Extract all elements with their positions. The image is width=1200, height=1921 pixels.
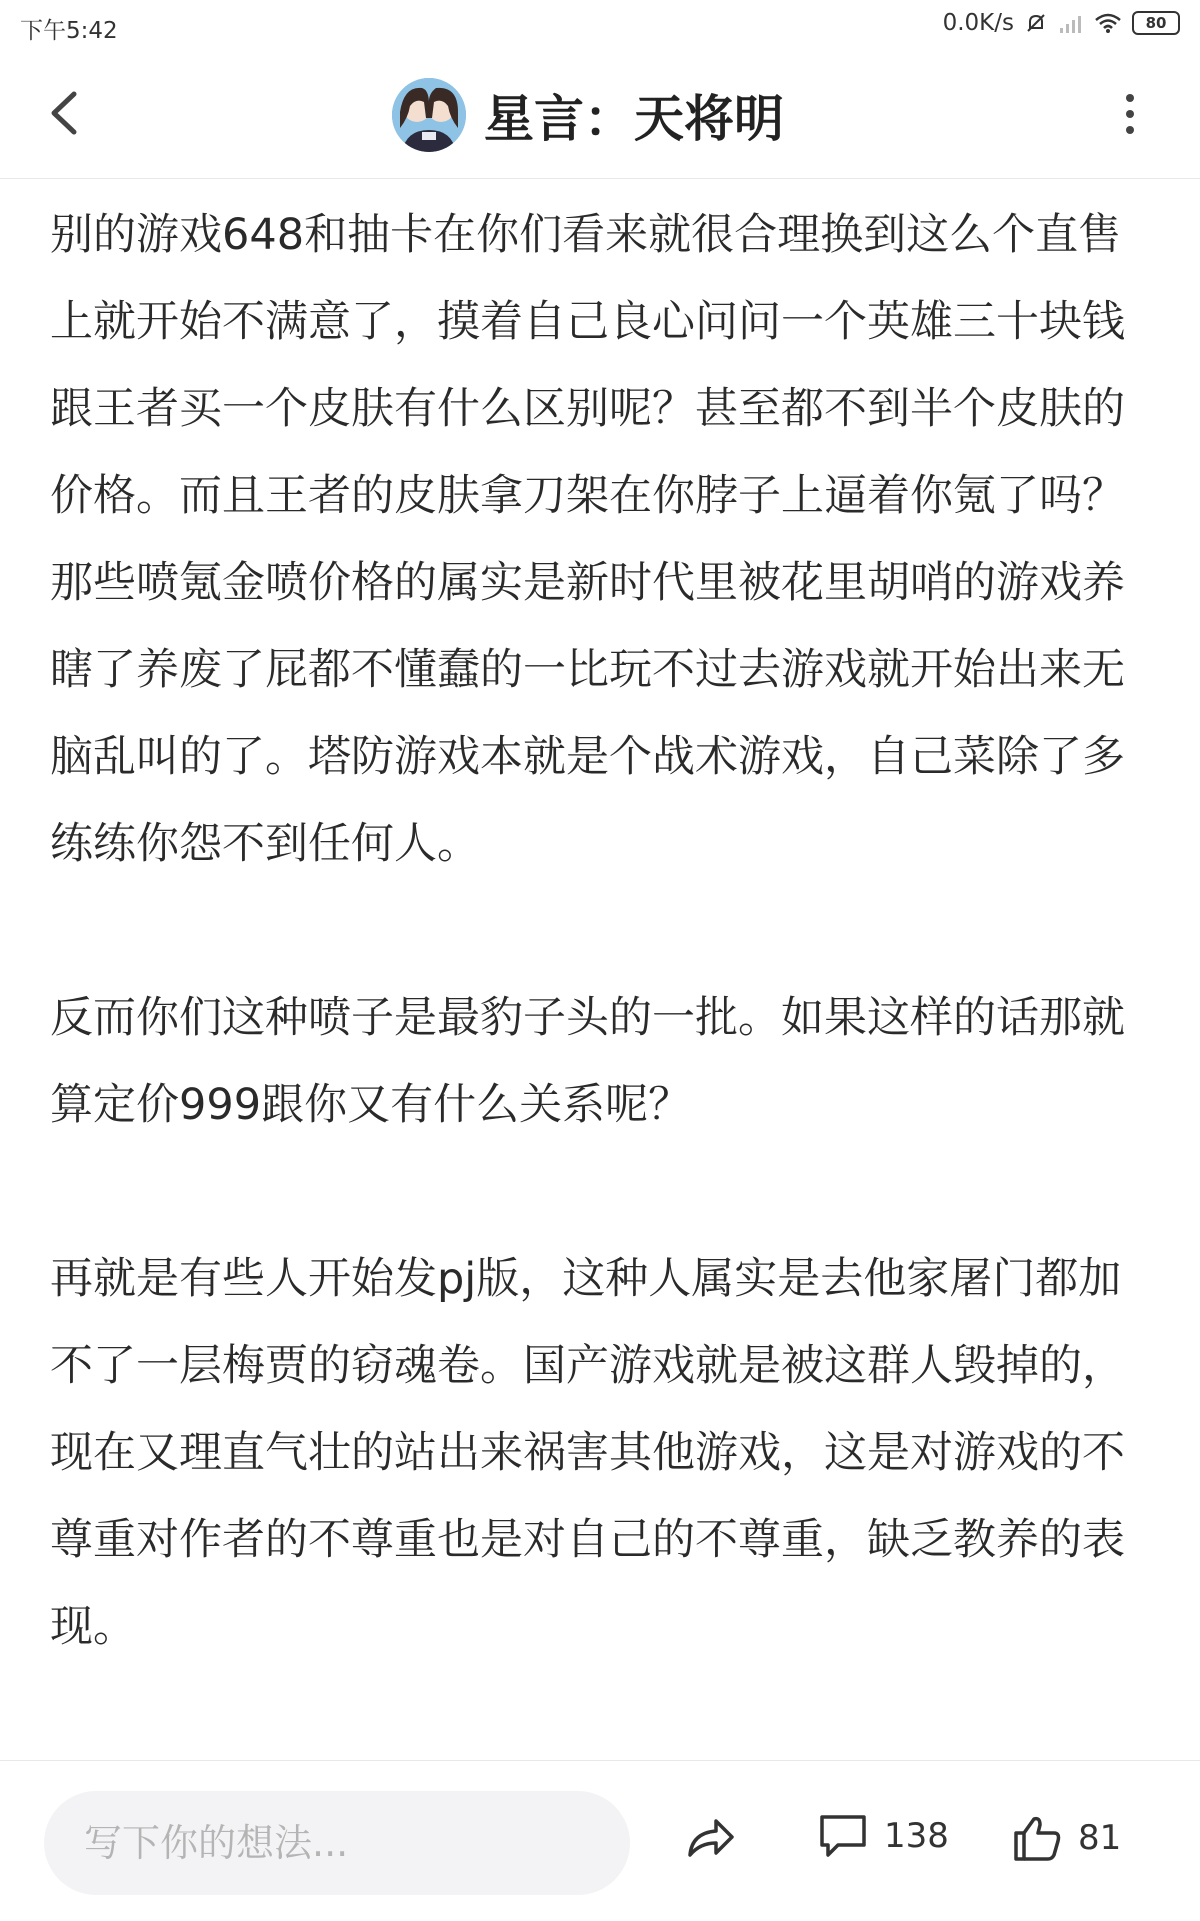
article-body [50,192,1160,1671]
comment-input[interactable] [44,1791,630,1895]
signal-icon [1058,12,1084,34]
bottom-action-bar [0,1760,1200,1921]
comment-bubble-icon [816,1811,870,1861]
comments-button[interactable] [816,1811,949,1861]
share-button[interactable] [682,1811,738,1867]
avatar-illustration-icon [392,78,466,152]
battery-indicator: 80 [1132,11,1180,35]
article-paragraph: 反而你们这种喷子是最豹子头的一批。如果这样的话那就算定价999跟你又有什么关系呢？ [50,993,1125,1130]
share-icon [682,1811,738,1867]
more-vertical-icon[interactable] [1120,92,1140,136]
status-time: 下午5:42 [20,18,118,44]
author-avatar[interactable] [392,78,466,152]
post-title-group [392,78,784,152]
like-count: 81 [1078,1818,1122,1858]
thumbs-up-icon [1010,1811,1064,1865]
mute-bell-icon [1024,11,1048,35]
status-bar [0,0,1200,50]
network-speed: 0.0K/s [942,10,1014,36]
comment-count: 138 [884,1816,949,1856]
article-paragraph: 别的游戏648和抽卡在你们看来就很合理换到这么个直售上就开始不满意了，摸着自己良心问问一个英雄三十块钱跟王者买一个皮肤有什么区别呢？甚至都不到半个皮肤的价格。而且王者的皮肤拿刀架在你脖子上逼着你氪了吗？那些喷氪金喷价格的属实是新时代里被花里胡哨的游戏养瞎了养废了屁都不懂蠢的一比玩不过去游戏就开始出来无脑乱叫的了。塔防游戏本就是个战术游戏，自己菜除了多练练你怨不到任何人。 [50,210,1125,869]
chevron-left-icon[interactable] [40,88,90,138]
page-title: 星言：天将明 [484,90,784,148]
article-paragraph: 再就是有些人开始发pj版，这种人属实是去他家屠门都加不了一层梅贾的窃魂卷。国产游戏就是被这群人毁掉的，现在又理直气壮的站出来祸害其他游戏，这是对游戏的不尊重对作者的不尊重也是对自己的不尊重，缺乏教养的表现。 [50,1254,1125,1652]
status-icons [943,10,1180,36]
top-navigation-bar [0,50,1200,179]
wifi-icon [1094,12,1122,34]
like-button[interactable] [1010,1811,1121,1865]
